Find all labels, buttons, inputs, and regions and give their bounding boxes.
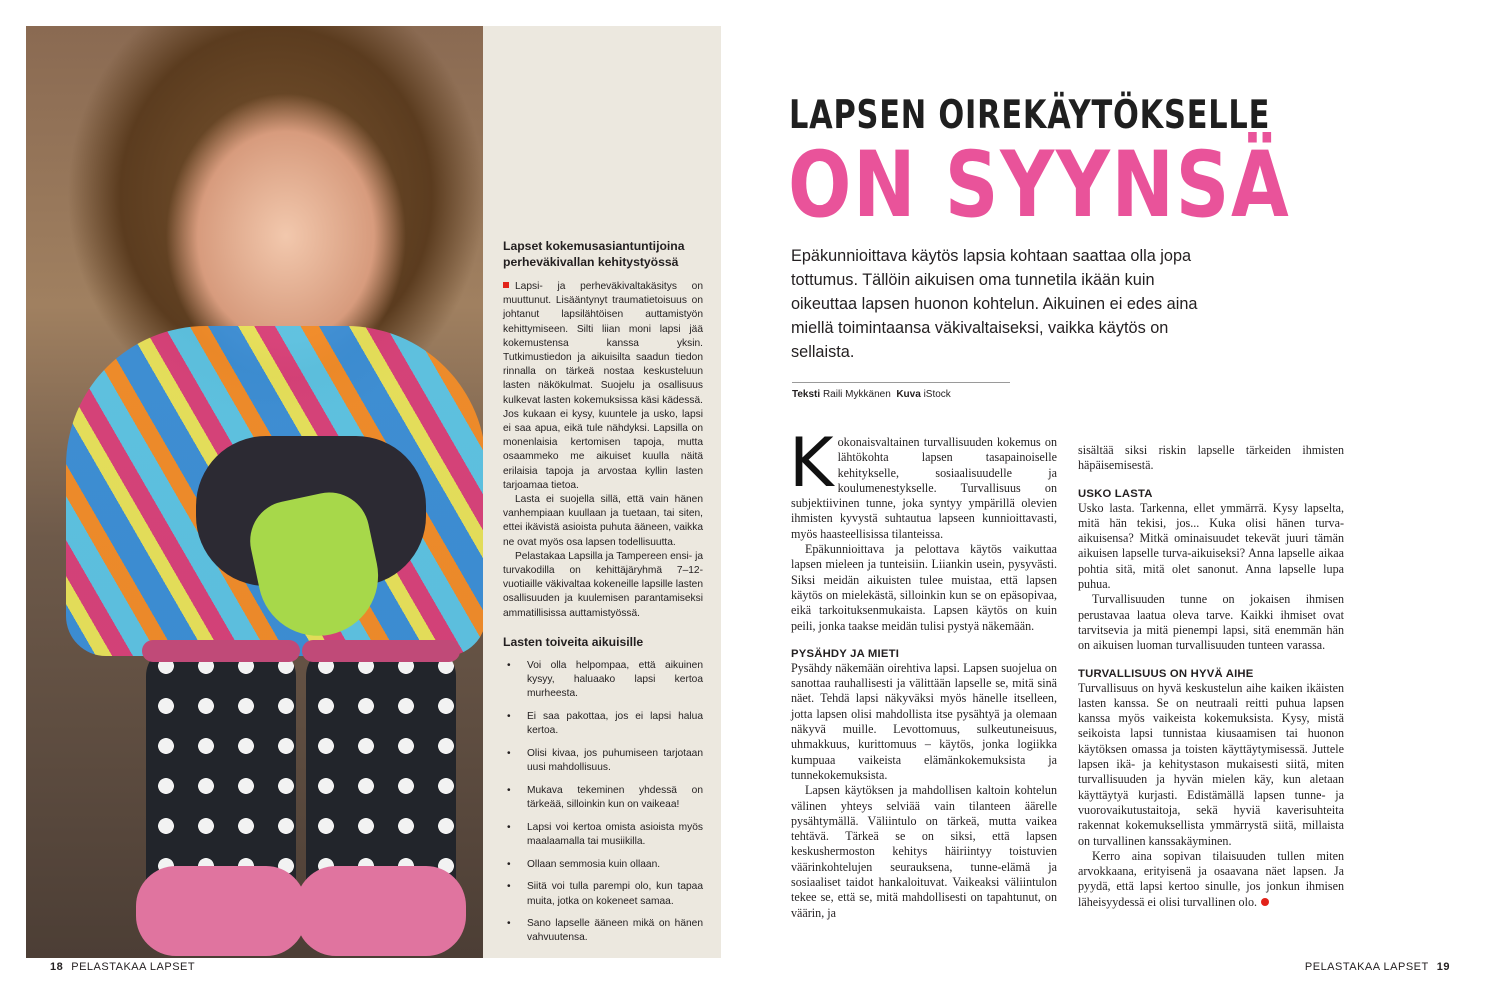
child-photo <box>26 26 483 958</box>
wish-item: • Olisi kivaa, jos puhumiseen tarjotaan uusi mahdollisuus. <box>503 747 703 775</box>
article-column-1 <box>789 424 1057 921</box>
article-paragraph: sisältää siksi riskin lapselle tärkeiden ihmisten häpäisemisestä. <box>1078 443 1344 473</box>
magazine-name-right: PELASTAKAA LAPSET <box>1304 961 1429 973</box>
sidebar-title: Lapset kokemusasiantuntijoina perheväkivallan kehitystyössä <box>503 239 685 269</box>
folio-right <box>1305 961 1450 973</box>
wishes-list <box>503 659 703 946</box>
headline-kicker: LAPSEN OIREKÄYTÖKSELLE <box>789 93 1271 138</box>
article-paragraph: Lapsen käytöksen ja mahdollisen kaltoin kohtelun välinen yhteys selviää vain tilanteen äärelle pysähtymällä. Väliintulo on tärkeä, mutta vaikea tehtävä. Tärkeä se on siksi, että lapsen keskushermoston kehitys häiriintyy toistuvien väärinkohtelujen seurauksena, tunne-elämä ja sosiaaliset taidot hankaloituvat. Vaikeaksi väliintulon tekee se, että se, mitä mahdollisesti on tapahtunut, on väärin, ja <box>791 783 1057 920</box>
article-credits: Teksti Raili Mykkänen Kuva iStock <box>792 389 951 400</box>
wish-item: • Mukava tekeminen yhdessä on tärkeää, silloinkin kun on vaikeaa! <box>503 784 703 812</box>
sidebar-subtitle: Lasten toiveita aikuisille <box>503 634 644 649</box>
photo-right-boot-shape <box>306 646 456 946</box>
wish-item: • Siitä voi tulla parempi olo, kun tapaa muita, jotka on kokeneet samaa. <box>503 880 703 908</box>
sidebar-paragraph: Lasta ei suojella sillä, että vain hänen vanhempiaan kuullaan ja tuetaan, tai siten, ettei ikävistä asioista puhuta ääneen, vaikka ne ovat myös osa lapsen todellisuutta. <box>503 494 703 548</box>
article-paragraph: Pysähdy näkemään oirehtiva lapsi. Lapsen suojelua on sanottaa rauhallisesti ja välittään lapselle se, mitä sinä näet. Tehdä lapsi näkyväksi myös hänelle itselleen, jotta lapsen olisi mahdollista itse pysähtyä ja olemaan näkyvä muille. Levottomuus, sulkeutuneisuus, uhmakkuus, kurittomuus – käytös, jonka logiikka kumpuaa vaikeista elämänkokemuksista ja tunnekokemuksista. <box>791 660 1057 782</box>
end-mark-icon <box>1261 898 1269 906</box>
wish-item: • Ei saa pakottaa, jos ei lapsi halua kertoa. <box>503 710 703 738</box>
folio-left <box>50 961 195 973</box>
sidebar-body <box>503 280 703 621</box>
magazine-name-left: PELASTAKAA LAPSET <box>71 961 196 973</box>
article-paragraph: Kokonaisvaltainen turvallisuuden kokemus on lähtökohta lapsen tasapainoiselle kehitykselle, sosiaalisuudelle ja koulumenestykselle. Turvallisuus on subjektiivinen tunne, joka syntyy ympärillä olevien ihmisten kyvystä suhtautua lapseen kunnioittavasti, myös haasteellisissa tilanteissa. <box>789 424 1057 541</box>
headline-main: ON SYYNSÄ <box>788 133 1291 238</box>
article-paragraph: Kerro aina sopivan tilaisuuden tullen miten arvokkaana, erityisenä ja osaavana näet lapsen. Ja pyydä, että lapsi kertoo sinulle, jos jonkun ihmisen läheisyydessä ei olisi turvallinen olo. <box>1078 848 1344 909</box>
photo-left-boot-shape <box>146 646 296 946</box>
sidebar-box <box>483 26 721 958</box>
section-heading: TURVALLISUUS ON HYVÄ AIHE <box>1078 667 1254 680</box>
article-paragraph: Turvallisuus on hyvä keskustelun aihe kaiken ikäisten lasten kanssa. Se on neutraali reitti puhua lapsen kanssa myös vaikeista kokemuksista. Kysy, mistä seikoista lapsi tunnistaa kiusaamisen tai huonon käytöksen omassa ja toisten käyttäytymisessä. Juttele lapsen ikä- ja kehitystason mukaisesti siitä, miten turvallisuuden ja hyvän mielen käy, kun aletaan käyttäytyä kurjasti. Edistämällä lapsen tunne- ja vuorovaikutustaitoja, sekä hyviä kaverisuhteita rakennat kokemuksellista ymmärrystä siitä, millaista on turvallinen kanssakäyminen. <box>1078 680 1344 848</box>
wish-item: • Voi olla helpompaa, että aikuinen kysyy, haluaako lapsi kertoa murheesta. <box>503 659 703 702</box>
article-column-2 <box>1078 443 1344 910</box>
article-lede: Epäkunnioittava käytös lapsia kohtaan saattaa olla jopa tottumus. Tällöin aikuisen oma tunnetila ikään kuin oikeuttaa lapsen huonon kohtelun. Aikuinen ei edes aina miellä toimintaansa väkivaltaiseksi, vaikka käytös on sellaista. <box>791 247 1198 362</box>
red-square-bullet-icon <box>503 282 509 288</box>
wish-item: • Sano lapselle ääneen mikä on hänen vahvuutensa. <box>503 917 703 945</box>
credits-divider <box>792 382 1010 383</box>
section-heading: USKO LASTA <box>1078 487 1153 500</box>
article-paragraph: Usko lasta. Tarkenna, ellet ymmärrä. Kysy lapselta, mitä hän tekisi, jos... Kuka olisi hänen turva-aikuisensa? Mitkä ominaisuudet tekevät juuri tämän aikuisen lapselle turva-aikuiseksi? Anna lapselle aikaa pohtia sitä, mitä olet sanonut. Anna lapselle lupa puhua. <box>1078 500 1344 592</box>
page-number-right: 19 <box>1436 961 1450 973</box>
section-heading: PYSÄHDY JA MIETI <box>791 647 900 660</box>
wish-item: • Lapsi voi kertoa omista asioista myös maalaamalla tai musiikilla. <box>503 821 703 849</box>
sidebar-paragraph: Pelastakaa Lapsilla ja Tampereen ensi- ja turvakodilla on kehittäjäryhmä 7–12-vuotiaille väkivaltaa kokeneille lapsille lasten osallisuuden ja kuulemisen parantamiseksi ammatillisissa auttamistyössä. <box>503 550 703 619</box>
wish-item: • Ollaan semmosia kuin ollaan. <box>503 858 703 872</box>
sidebar-paragraph: Lapsi- ja perheväkivaltakäsitys on muuttunut. Lisääntynyt traumatietoisuus on johtanut lapsilähtöisen auttamistyön kehittymiseen. Silti liian moni lapsi jää kokemustensa kanssa yksin. Tutkimustiedon ja aikuisilta saadun tiedon rinnalla on tärkeä nostaa keskusteluun lasten näkökulmat. Suojelu ja osallisuus kulkevat lasten kokemuksissa käsi kädessä. Jos kukaan ei kysy, kuuntele ja usko, lapsi ei saa apua, eikä tule nähdyksi. Lapsilla on monenlaisia kertomisen tapoja, mutta osaammeko me aikuiset kuulla näitä erilaisia tapoja ja arvostaa kyllin lasten tarjoamaa tietoa. <box>503 281 703 491</box>
drop-cap: K <box>789 424 834 503</box>
article-paragraph: Epäkunnioittava ja pelottava käytös vaikuttaa lapsen mieleen ja tunteisiin. Liiankin usein, pysyvästi. Siksi meidän aikuisten tulee muistaa, että lapsen käytös on mielekästä, silloinkin kun se on epäsopivaa, eikä tarkoituksenmukaista. Lapsen käytös on kuin peili, jonka taakse meidän tulisi pystyä näkemään. <box>791 542 1057 633</box>
page-number-left: 18 <box>50 961 64 973</box>
article-paragraph: Turvallisuuden tunne on jokaisen ihmisen perustavaa laatua oleva tarve. Kaikki ihmiset ovat tarvitsevia ja mitä pienempi lapsi, sitä enemmän hän on aikuisen luoman turvallisuuden tunteen varassa. <box>1078 592 1344 653</box>
